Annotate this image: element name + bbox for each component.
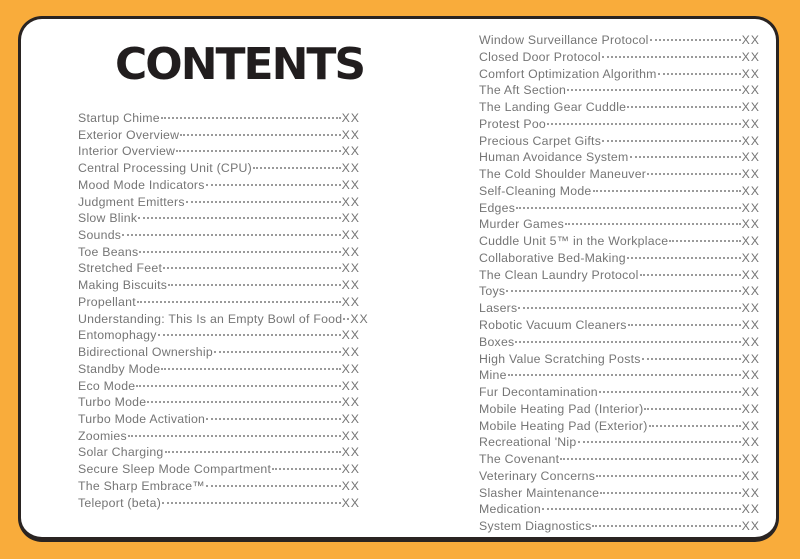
- dot-leader: [650, 39, 741, 41]
- toc-column-right: [479, 33, 760, 536]
- dot-leader: [163, 267, 340, 269]
- toc-entry: [479, 469, 760, 486]
- dot-leader: [567, 89, 740, 91]
- dot-leader: [253, 167, 341, 169]
- toc-entry: [78, 195, 360, 212]
- toc-entry-page-number: XX: [341, 177, 360, 192]
- dot-leader: [518, 307, 740, 309]
- dot-leader: [600, 492, 740, 494]
- toc-entry-page-number: XX: [741, 167, 760, 182]
- dot-leader: [147, 401, 340, 403]
- toc-entry-label: Comfort Optimization Algorithm: [479, 66, 657, 81]
- toc-entry-label: Medication: [479, 502, 541, 517]
- toc-entry-label: Sounds: [78, 228, 122, 243]
- toc-entry-page-number: XX: [741, 334, 760, 349]
- toc-entry: [78, 345, 360, 362]
- toc-entry-label: Slow Blink: [78, 211, 138, 226]
- dot-leader: [161, 117, 341, 119]
- toc-entry-label: Secure Sleep Mode Compartment: [78, 462, 272, 477]
- dot-leader: [630, 156, 741, 158]
- dot-leader: [122, 234, 340, 236]
- toc-entry: [78, 311, 369, 329]
- toc-entry-label: Self-Cleaning Mode: [479, 183, 592, 198]
- toc-entry: [78, 111, 360, 128]
- toc-entry-page-number: XX: [741, 100, 760, 115]
- toc-entry-page-number: XX: [741, 200, 760, 215]
- dot-leader: [176, 150, 340, 152]
- toc-entry-page-number: XX: [341, 194, 360, 209]
- toc-entry-label: Closed Door Protocol: [479, 49, 601, 64]
- toc-entry-label: Making Biscuits: [78, 278, 168, 293]
- toc-entry-page-number: XX: [350, 311, 369, 326]
- toc-entry-page-number: XX: [341, 328, 360, 343]
- toc-entry: [479, 167, 760, 184]
- toc-entry-label: Toe Beans: [78, 244, 139, 259]
- dot-leader: [578, 441, 741, 443]
- toc-entry: [479, 184, 760, 201]
- toc-entry: [479, 402, 760, 419]
- toc-entry-label: Zoomies: [78, 428, 127, 443]
- toc-entry-page-number: XX: [741, 368, 760, 383]
- dot-leader: [640, 274, 741, 276]
- toc-entry-page-number: XX: [341, 411, 360, 426]
- toc-entry-page-number: XX: [741, 435, 760, 450]
- toc-entry-page-number: XX: [341, 228, 360, 243]
- dot-leader: [515, 341, 740, 343]
- dot-leader: [508, 374, 741, 376]
- toc-entry-page-number: XX: [741, 83, 760, 98]
- toc-entry-label: Exterior Overview: [78, 127, 180, 142]
- toc-entry-label: Eco Mode: [78, 378, 136, 393]
- dot-leader: [206, 418, 340, 420]
- toc-entry: [479, 67, 760, 84]
- dot-leader: [180, 134, 340, 136]
- dot-leader: [628, 324, 741, 326]
- toc-entry: [479, 502, 760, 519]
- toc-entry: [78, 128, 360, 145]
- dot-leader: [214, 351, 341, 353]
- dot-leader: [602, 140, 740, 142]
- toc-entry-page-number: XX: [741, 385, 760, 400]
- toc-entry-label: Standby Mode: [78, 361, 161, 376]
- toc-entry: [479, 150, 760, 167]
- dot-leader: [627, 106, 740, 108]
- dot-leader: [542, 508, 741, 510]
- toc-entry: [479, 100, 760, 117]
- toc-entry: [78, 479, 360, 496]
- toc-entry-page-number: XX: [341, 161, 360, 176]
- toc-entry: [479, 284, 760, 301]
- toc-entry-label: Startup Chime: [78, 111, 160, 125]
- toc-entry-label: Understanding: This Is an Empty Bowl of Food: [78, 311, 343, 326]
- toc-entry: [479, 268, 760, 285]
- dot-leader: [139, 251, 340, 253]
- toc-entry-page-number: XX: [341, 127, 360, 142]
- toc-entry-label: The Aft Section: [479, 83, 567, 98]
- dot-leader: [602, 56, 741, 58]
- toc-entry-page-number: XX: [741, 452, 760, 467]
- toc-entry-page-number: XX: [341, 244, 360, 259]
- dot-leader: [165, 451, 341, 453]
- toc-entry-page-number: XX: [341, 278, 360, 293]
- toc-entry-page-number: XX: [741, 217, 760, 232]
- dot-leader: [206, 485, 341, 487]
- toc-entry-page-number: XX: [741, 301, 760, 316]
- toc-entry: [479, 217, 760, 234]
- toc-entry-label: Interior Overview: [78, 144, 176, 159]
- dot-leader: [136, 385, 340, 387]
- toc-entry: [479, 83, 760, 100]
- dot-leader: [649, 425, 741, 427]
- toc-entry-page-number: XX: [741, 267, 760, 282]
- dot-leader: [547, 123, 741, 125]
- dot-leader: [162, 502, 341, 504]
- toc-entry-page-number: XX: [741, 502, 760, 517]
- toc-entry-label: Central Processing Unit (CPU): [78, 161, 252, 176]
- toc-entry-page-number: XX: [341, 378, 360, 393]
- dot-leader: [206, 184, 341, 186]
- toc-entry-label: Judgment Emitters: [78, 194, 185, 209]
- toc-entry-page-number: XX: [741, 351, 760, 366]
- toc-entry-page-number: XX: [741, 150, 760, 165]
- toc-entry: [479, 251, 760, 268]
- toc-entry-page-number: XX: [741, 519, 760, 534]
- toc-entry: [479, 435, 760, 452]
- toc-entry: [78, 261, 360, 278]
- toc-entry-label: Turbo Mode Activation: [78, 411, 206, 426]
- toc-entry-page-number: XX: [741, 133, 760, 148]
- toc-entry-page-number: XX: [341, 445, 360, 460]
- toc-entry-page-number: XX: [341, 395, 360, 410]
- dot-leader: [158, 334, 341, 336]
- dot-leader: [168, 284, 340, 286]
- toc-entry-label: Lasers: [479, 301, 518, 316]
- toc-entry-label: Human Avoidance System: [479, 150, 629, 165]
- toc-entry: [78, 295, 360, 312]
- toc-entry-page-number: XX: [741, 284, 760, 299]
- toc-entry: [78, 211, 360, 228]
- toc-entry-label: Turbo Mode: [78, 395, 147, 410]
- toc-entry-label: System Diagnostics: [479, 519, 592, 534]
- toc-entry: [78, 278, 360, 295]
- toc-entry-page-number: XX: [741, 250, 760, 265]
- dot-leader: [506, 290, 740, 292]
- dot-leader: [128, 435, 341, 437]
- toc-entry-label: Mobile Heating Pad (Interior): [479, 401, 644, 416]
- toc-entry-page-number: XX: [341, 294, 360, 309]
- toc-entry: [78, 144, 360, 161]
- toc-entry-page-number: XX: [741, 418, 760, 433]
- toc-entry-label: The Clean Laundry Protocol: [479, 267, 639, 282]
- toc-entry-page-number: XX: [741, 468, 760, 483]
- dot-leader: [272, 468, 340, 470]
- dot-leader: [596, 475, 740, 477]
- toc-column-left: [78, 111, 369, 512]
- toc-entry-label: Mobile Heating Pad (Exterior): [479, 418, 648, 433]
- toc-entry-label: Mood Mode Indicators: [78, 177, 205, 192]
- toc-entry-page-number: XX: [741, 485, 760, 500]
- toc-entry: [479, 201, 760, 218]
- toc-entry-label: Bidirectional Ownership: [78, 345, 213, 360]
- toc-entry: [479, 301, 760, 318]
- toc-entry-label: Edges: [479, 200, 516, 215]
- dot-leader: [647, 173, 740, 175]
- dot-leader: [658, 73, 741, 75]
- toc-entry-page-number: XX: [741, 33, 760, 47]
- toc-entry: [479, 486, 760, 503]
- toc-entry: [78, 178, 360, 195]
- toc-entry-label: Murder Games: [479, 217, 565, 232]
- toc-entry-label: Veterinary Concerns: [479, 468, 596, 483]
- toc-entry-label: Recreational 'Nip: [479, 435, 577, 450]
- toc-entry: [479, 368, 760, 385]
- dot-leader: [186, 201, 341, 203]
- toc-entry-page-number: XX: [341, 428, 360, 443]
- toc-entry: [78, 228, 360, 245]
- toc-entry: [78, 496, 360, 513]
- toc-entry: [78, 462, 360, 479]
- toc-entry-label: Fur Decontamination: [479, 385, 598, 400]
- toc-entry-label: Teleport (beta): [78, 495, 162, 510]
- dot-leader: [343, 318, 349, 320]
- toc-entry: [78, 429, 360, 446]
- toc-entry: [479, 452, 760, 469]
- toc-entry-page-number: XX: [741, 49, 760, 64]
- dot-leader: [593, 190, 741, 192]
- toc-entry: [479, 519, 760, 536]
- toc-entry-page-number: XX: [341, 144, 360, 159]
- dot-leader: [669, 240, 740, 242]
- toc-entry: [78, 412, 360, 429]
- page-title: CONTENTS: [115, 39, 365, 90]
- toc-entry-page-number: XX: [741, 318, 760, 333]
- toc-entry: [479, 419, 760, 436]
- toc-entry-label: The Covenant: [479, 452, 560, 467]
- toc-entry: [479, 234, 760, 251]
- toc-entry-label: The Landing Gear Cuddle: [479, 100, 627, 115]
- toc-entry-label: Window Surveillance Protocol: [479, 33, 649, 47]
- toc-entry-label: Entomophagy: [78, 328, 157, 343]
- dot-leader: [644, 408, 740, 410]
- toc-entry: [479, 352, 760, 369]
- toc-entry: [78, 395, 360, 412]
- toc-entry: [78, 328, 360, 345]
- toc-entry-label: Precious Carpet Gifts: [479, 133, 602, 148]
- dot-leader: [161, 368, 340, 370]
- contents-page: [18, 16, 779, 542]
- toc-entry-label: Stretched Feet: [78, 261, 163, 276]
- toc-entry-label: Toys: [479, 284, 506, 299]
- toc-entry-page-number: XX: [341, 211, 360, 226]
- toc-entry-page-number: XX: [341, 261, 360, 276]
- toc-entry: [479, 335, 760, 352]
- toc-entry-label: Mine: [479, 368, 507, 383]
- dot-leader: [642, 358, 741, 360]
- toc-entry: [479, 50, 760, 67]
- dot-leader: [592, 525, 740, 527]
- toc-entry-page-number: XX: [341, 495, 360, 510]
- toc-entry-label: Protest Poo: [479, 116, 547, 131]
- toc-entry: [479, 134, 760, 151]
- toc-entry-page-number: XX: [741, 66, 760, 81]
- dot-leader: [560, 458, 740, 460]
- dot-leader: [138, 217, 340, 219]
- toc-entry-label: Solar Charging: [78, 445, 164, 460]
- toc-entry-label: High Value Scratching Posts: [479, 351, 641, 366]
- toc-entry: [78, 362, 360, 379]
- dot-leader: [627, 257, 741, 259]
- toc-entry: [78, 379, 360, 396]
- toc-entry-page-number: XX: [341, 361, 360, 376]
- toc-entry-page-number: XX: [741, 234, 760, 249]
- toc-entry-page-number: XX: [341, 462, 360, 477]
- toc-entry: [78, 445, 360, 462]
- toc-entry-page-number: XX: [341, 478, 360, 493]
- toc-entry-page-number: XX: [341, 345, 360, 360]
- toc-entry-label: Robotic Vacuum Cleaners: [479, 318, 627, 333]
- toc-entry-label: Slasher Maintenance: [479, 485, 600, 500]
- dot-leader: [565, 223, 741, 225]
- toc-entry: [78, 245, 360, 262]
- toc-entry: [78, 161, 360, 178]
- toc-entry: [479, 318, 760, 335]
- toc-entry-label: The Cold Shoulder Maneuver: [479, 167, 647, 182]
- toc-entry: [479, 385, 760, 402]
- toc-entry-page-number: XX: [741, 116, 760, 131]
- toc-entry: [479, 33, 760, 50]
- dot-leader: [599, 391, 741, 393]
- toc-entry-page-number: XX: [741, 401, 760, 416]
- toc-entry-label: Propellant: [78, 294, 136, 309]
- toc-entry-page-number: XX: [741, 183, 760, 198]
- dot-leader: [516, 207, 740, 209]
- dot-leader: [137, 301, 341, 303]
- toc-entry-label: The Sharp Embrace™: [78, 478, 205, 493]
- toc-entry-label: Collaborative Bed-Making: [479, 250, 626, 265]
- toc-entry-label: Cuddle Unit 5™ in the Workplace: [479, 234, 669, 249]
- toc-entry: [479, 117, 760, 134]
- toc-entry-label: Boxes: [479, 334, 515, 349]
- toc-entry-page-number: XX: [341, 111, 360, 125]
